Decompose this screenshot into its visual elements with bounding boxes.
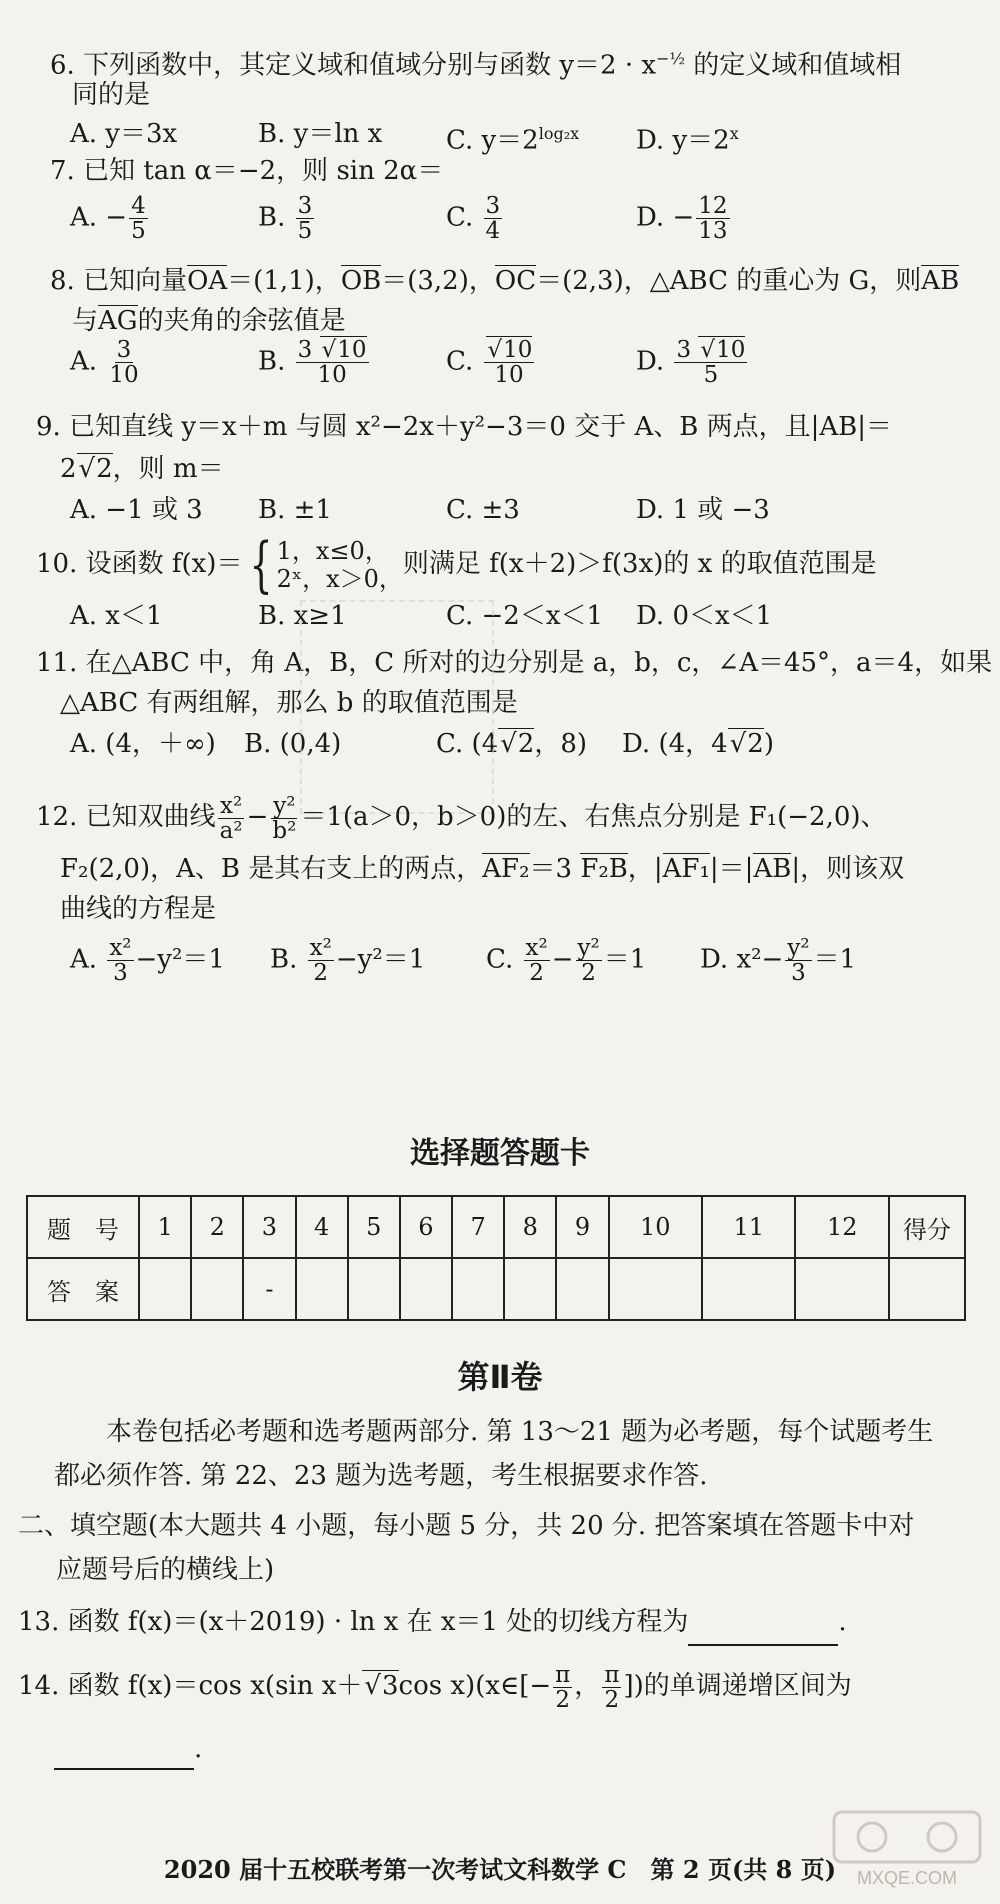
q8-option-a: A. $\frac{3}{10}$ [70, 337, 139, 388]
q6-option-b: B. y＝ln x [258, 119, 383, 149]
card-header-cell: 1 [139, 1196, 191, 1258]
page-footer: 2020 届十五校联考第一次考试文科数学 C 第 2 页(共 8 页) [163, 1855, 837, 1884]
q6-stem [50, 40, 901, 85]
section-fill-blank-line2: 应题号后的横线上) [56, 1555, 275, 1585]
q10-piecewise: { 1，x≤0， 2ˣ，x＞0， [250, 530, 403, 600]
card-header-cell: 3 [243, 1196, 295, 1258]
q12-option-b: B. $\frac{\text{x²}}{2}$ −y²＝1 [270, 935, 426, 986]
q6-option-d: D. $y=2^x$ [636, 124, 739, 156]
q8-stem: 8. 已知向量OA＝(1,1)，OB＝(3,2)，OC＝(2,3)，△ABC 的重心为 G，则AB [50, 266, 960, 296]
q9-option-c: C. ±3 [446, 495, 520, 525]
q11-option-b: B. (0,4) [244, 729, 342, 759]
card-header-score: 得分 [889, 1196, 965, 1258]
watermark-logo [832, 1810, 982, 1890]
card-answer-cell[interactable] [400, 1258, 452, 1320]
q13-stem: 13. 函数 f(x)＝(x＋2019) · ln x 在 x＝1 处的切线方程为 . [18, 1600, 847, 1646]
q7-option-d: D. − $\frac{12}{13}$ [636, 193, 728, 244]
card-answer-label: 答 案 [27, 1258, 139, 1320]
q6-stem-line2: 同的是 [72, 80, 151, 110]
q10-stem: 10. 设函数 f(x)＝ { 1，x≤0， 2ˣ，x＞0， 则满足 f(x＋2)＞f(3x)的 x 的取值范围是 [36, 530, 877, 600]
card-answer-cell[interactable] [795, 1258, 889, 1320]
card-answer-cell[interactable] [296, 1258, 348, 1320]
q9-option-b: B. ±1 [258, 495, 332, 525]
q8-option-d: D. $\frac{3 √ 10}{5}$ [636, 338, 749, 387]
card-header-cell: 9 [556, 1196, 608, 1258]
q10-option-b: B. x≥1 [258, 601, 347, 631]
q12-stem-line3: 曲线的方程是 [60, 894, 217, 924]
answer-card-title: 选择题答题卡 [410, 1136, 590, 1171]
q8-option-b: B. $\frac{3 √ 10}{10}$ [258, 338, 371, 387]
q6-stem-text-2: 的定义域和值域相 [684, 50, 902, 81]
card-answer-cell[interactable] [556, 1258, 608, 1320]
q6-exponent: −½ [656, 49, 685, 68]
q9-stem-line2: 2√ 2，则 m＝ [60, 450, 224, 488]
q11-option-d: D. (4，4√ 2) [622, 724, 774, 764]
card-header-label: 题 号 [27, 1196, 139, 1258]
card-answer-cell[interactable] [348, 1258, 400, 1320]
q10-option-c: C. −2＜x＜1 [446, 601, 604, 631]
card-answer-cell[interactable] [191, 1258, 243, 1320]
card-answer-cell[interactable] [139, 1258, 191, 1320]
q7-option-a: A. − $\frac{4}{5}$ [70, 193, 146, 244]
card-header-cell: 5 [348, 1196, 400, 1258]
card-answer-cell[interactable] [702, 1258, 795, 1320]
q12-stem: 12. 已知双曲线 $\frac{\text{x²}}{\text{a²}}$ − $\frac{\text{y²}}{\text{b²}}$ ＝1(a＞0，b＞0)的左、右焦点分别是 F₁(−2,0)、 [36, 792, 887, 844]
q8-stem-line2: 与AG的夹角的余弦值是 [72, 306, 346, 336]
q7-option-c: C. $\frac{3}{4}$ [446, 193, 501, 244]
faint-stamp [300, 600, 494, 814]
card-header-cell: 10 [609, 1196, 702, 1258]
q6-stem-text: 6. 下列函数中，其定义域和值域分别与函数 y＝2 · x [50, 50, 657, 81]
q9-option-a: A. −1 或 3 [70, 495, 203, 525]
q8-options [0, 338, 1000, 398]
watermark-text: MXQE.COM [856, 1868, 958, 1888]
card-header-cell: 2 [191, 1196, 243, 1258]
q14-stem: 14. 函数 f(x)＝cos x(sin x＋√ 3cos x)(x∈[− $\frac{\pi}{2}$ ， $\frac{\pi}{2}$ ])的单调递增区间为 [18, 1656, 852, 1716]
q11-stem: 11. 在△ABC 中，角 A，B，C 所对的边分别是 a，b，c，∠A＝45°，a＝4，如果 [36, 648, 993, 678]
answer-card-answer-row [27, 1258, 965, 1320]
q8-option-c: C. √ $\frac{10}{10}$ [446, 338, 536, 387]
part2-title: 第Ⅱ卷 [457, 1358, 543, 1396]
q12-option-a: A. $\frac{\text{x²}}{3}$ −y²＝1 [70, 935, 225, 986]
q12-options [0, 936, 1000, 996]
card-header-cell: 7 [452, 1196, 504, 1258]
card-answer-cell[interactable] [452, 1258, 504, 1320]
card-score-cell[interactable] [889, 1258, 965, 1320]
q13-answer-blank[interactable] [688, 1600, 838, 1646]
card-answer-cell[interactable] [609, 1258, 702, 1320]
part2-intro: 本卷包括必考题和选考题两部分. 第 13～21 题为必考题，每个试题考生都必须作答. 第 22、23 题为选考题，考生根据要求作答. [54, 1417, 934, 1491]
q11-option-c: C. (4√ 2，8) [436, 724, 587, 764]
card-header-cell: 12 [795, 1196, 889, 1258]
q7-options [0, 194, 1000, 254]
q12-option-d: D. x²− $\frac{\text{y²}}{3}$ ＝1 [700, 935, 857, 986]
q11-options [0, 724, 1000, 784]
q6-option-a: A. y＝3x [70, 119, 178, 149]
q12-option-c: C. $\frac{\text{x²}}{2}$ − $\frac{\text{y²}}{2}$ ＝1 [486, 935, 647, 986]
card-header-cell: 4 [296, 1196, 348, 1258]
q14-answer-blank[interactable] [54, 1730, 194, 1770]
q10-option-a: A. x＜1 [70, 601, 163, 631]
q12-stem-line2: F₂(2,0)，A、B 是其右支上的两点，AF₂＝3 F₂B，|AF₁|＝|AB|，则该双 [60, 854, 905, 884]
section-fill-blank: 二、填空题(本大题共 4 小题，每小题 5 分，共 20 分. 把答案填在答题卡中对 [18, 1511, 915, 1541]
q10-option-d: D. 0＜x＜1 [636, 601, 773, 631]
q7-option-b: B. $\frac{3}{5}$ [258, 193, 313, 244]
card-answer-cell[interactable]: - [243, 1258, 295, 1320]
q6-option-c: C. $y=2^{log_2x}$ [446, 124, 580, 156]
q9-stem: 9. 已知直线 y＝x＋m 与圆 x²−2x＋y²−3＝0 交于 A、B 两点，且|AB|＝ [36, 412, 893, 442]
q11-stem-line2: △ABC 有两组解，那么 b 的取值范围是 [60, 688, 518, 718]
card-header-cell: 6 [400, 1196, 452, 1258]
q14-answer-line: . [54, 1730, 202, 1770]
card-header-cell: 8 [504, 1196, 556, 1258]
card-header-cell: 11 [702, 1196, 795, 1258]
answer-card-header-row [27, 1196, 965, 1258]
answer-card-table [26, 1195, 966, 1321]
q7-stem: 7. 已知 tan α＝−2，则 sin 2α＝ [50, 156, 444, 186]
q11-option-a: A. (4，＋∞) [70, 729, 216, 759]
q9-option-d: D. 1 或 −3 [636, 495, 770, 525]
card-answer-cell[interactable] [504, 1258, 556, 1320]
